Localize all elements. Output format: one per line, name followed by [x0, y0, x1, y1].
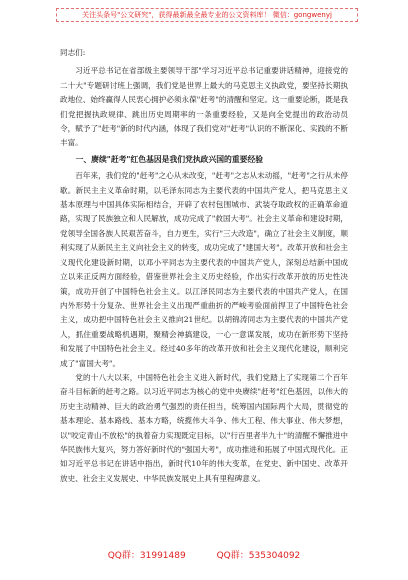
body-paragraph-2: 党的十八大以来，中国特色社会主义进入新时代，我们党踏上了实现第二个百年奋斗目标新的赶考之路。以习近平同志为核心的党中央赓续"赶考"红色基因，以伟大的历史主动精神、巨大的政治勇气强烈的责任担当，统筹国内国际两个大局，贯彻党的基本理论、基本路线、基本方略，统揽伟大斗争、伟大工程、伟大事业、伟大梦想，以"咬定青山不放松"的执着奋力实现既定目标，以"行百里者半九十"的清醒不懈推进中华民族伟大复兴，努力答好新时代的"强国大考"，成功推进和拓展了中国式现代化。正如习近平总书记在讲话中指出，新时代10年的伟大变革，在党史、新中国史、改革开放史、社会主义发展史、中华民族发展史上具有里程碑意义。: [60, 372, 348, 483]
qq-group-2: QQ群：535304092: [216, 551, 301, 561]
footer-contact: [0, 548, 408, 561]
document-body: [60, 46, 348, 486]
qq-group-1: QQ群：31991489: [107, 551, 186, 561]
promo-banner: 关注头条号"公文研究"，获得最新最全最专业的公文资料库！ 微信：gongwenyj: [56, 8, 358, 22]
section-heading: 一、赓续"赶考"红色基因是我们党执政兴国的重要经验: [75, 154, 264, 164]
body-paragraph-1: 百年来，我们党的"赶考"之心从未改变，"赶考"之志从未动摇，"赶考"之行从未停歇。新民主主义革命时期，以毛泽东同志为主要代表的中国共产党人，把马克思主义基本原理与中国具体实际相结合，开辟了农村包围城市、武装夺取政权的正确革命道路，实现了民族独立和人民解放，成功完成了"救国大考"。社会主义革命和建设时期，党领导全国各族人民艰苦奋斗，自力更生，实行"三大改造"，确立了社会主义制度，顺利实现了从新民主主义向社会主义的转变，成功完成了"建国大考"。改革开放和社会主义现代化建设新时期，以邓小平同志为主要代表的中国共产党人，深刻总结新中国成立以来正反两方面经验，借鉴世界社会主义历史经验，作出实行改革开放的历史性决策，成功开创了中国特色社会主义。以江泽民同志为主要代表的中国共产党人，在国内外形势十分复杂、世界社会主义出现严重曲折的严峻考验面前捍卫了中国特色社会主义，成功把中国特色社会主义推向21世纪。以胡锦涛同志为主要代表的中国共产党人，抓住重要战略机遇期，聚精会神搞建设，一心一意谋发展，成功在新形势下坚持和发展了中国特色社会主义。经过40多年的改革开放和社会主义现代化建设，顺利完成了"富国大考"。: [60, 171, 348, 368]
intro-paragraph: 习近平总书记在省部级主要领导干部"学习习近平总书记重要讲话精神，迎接党的二十大"专题研讨班上强调，我们党是世界上最大的马克思主义执政党，要坚持长期执政地位、始终赢得人民衷心拥护必须永葆"赶考"的清醒和坚定。这一重要论断，既是我们党把握执政规律、跳出历史周期率的一条重要经验，又是向全党提出的政治动员令，赋予了"赶考"新的时代内涵，体现了我们党对"赶考"认识的不断深化、实践的不断丰富。: [60, 66, 348, 148]
greeting: 同志们:: [60, 48, 86, 57]
